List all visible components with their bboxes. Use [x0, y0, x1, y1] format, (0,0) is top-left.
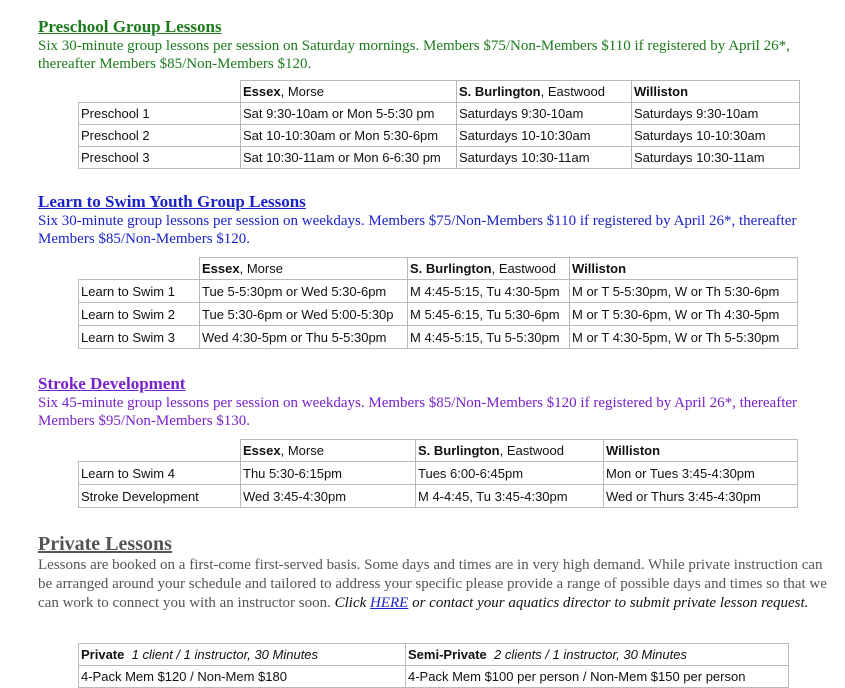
semi-private-header: Semi-Private 2 clients / 1 instructor, 30 Minutes	[406, 644, 789, 666]
here-link[interactable]: HERE	[370, 595, 409, 611]
row-label: Preschool 3	[79, 147, 241, 169]
stroke-title: Stroke Development	[38, 374, 186, 393]
table-row	[79, 326, 798, 349]
preschool-section	[38, 17, 828, 73]
preschool-title: Preschool Group Lessons	[38, 17, 222, 36]
header-williston: Williston	[604, 440, 798, 462]
table-cell: M 4:45-5:15, Tu 4:30-5pm	[408, 280, 570, 303]
table-cell: Saturdays 10-10:30am	[632, 125, 800, 147]
table-cell: Wed 3:45-4:30pm	[241, 485, 416, 508]
table-row	[79, 103, 800, 125]
row-label: Learn to Swim 4	[79, 462, 241, 485]
table-cell: Saturdays 10-10:30am	[457, 125, 632, 147]
table-header-row	[79, 258, 798, 280]
stroke-section	[38, 374, 828, 430]
header-williston: Williston	[570, 258, 798, 280]
learn-to-swim-title: Learn to Swim Youth Group Lessons	[38, 192, 306, 211]
table-cell: 4-Pack Mem $100 per person / Non-Mem $150 per person	[406, 666, 789, 688]
table-row	[79, 485, 798, 508]
table-cell: Tue 5-5:30pm or Wed 5:30-6pm	[200, 280, 408, 303]
header-sburlington: S. Burlington, Eastwood	[408, 258, 570, 280]
row-label: Learn to Swim 3	[79, 326, 200, 349]
table-header-row	[79, 81, 800, 103]
table-row	[79, 303, 798, 326]
stroke-description: Six 45-minute group lessons per session on weekdays. Members $85/Non-Members $120 if registered by April 26*, thereafter Members $95/Non-Members $130.	[38, 395, 798, 429]
preschool-table	[78, 80, 800, 169]
table-cell: Wed or Thurs 3:45-4:30pm	[604, 485, 798, 508]
header-sburlington: S. Burlington, Eastwood	[416, 440, 604, 462]
table-cell: Sat 10-10:30am or Mon 5:30-6pm	[241, 125, 457, 147]
table-cell: M or T 4:30-5pm, W or Th 5-5:30pm	[570, 326, 798, 349]
table-cell: Sat 10:30-11am or Mon 6-6:30 pm	[241, 147, 457, 169]
table-cell: Saturdays 9:30-10am	[632, 103, 800, 125]
header-sburlington: S. Burlington, Eastwood	[457, 81, 632, 103]
table-header-row	[79, 644, 789, 666]
stroke-table	[78, 439, 798, 508]
row-label: Preschool 2	[79, 125, 241, 147]
private-header: Private 1 client / 1 instructor, 30 Minutes	[79, 644, 406, 666]
table-cell: M or T 5:30-6pm, W or Th 4:30-5pm	[570, 303, 798, 326]
table-cell: 4-Pack Mem $120 / Non-Mem $180	[79, 666, 406, 688]
private-title: Private Lessons	[38, 533, 172, 555]
table-cell: Mon or Tues 3:45-4:30pm	[604, 462, 798, 485]
table-cell: Wed 4:30-5pm or Thu 5-5:30pm	[200, 326, 408, 349]
table-cell: Saturdays 10:30-11am	[632, 147, 800, 169]
private-section	[38, 532, 828, 613]
table-cell: Saturdays 10:30-11am	[457, 147, 632, 169]
row-label: Preschool 1	[79, 103, 241, 125]
header-essex: Essex, Morse	[241, 81, 457, 103]
table-row	[79, 666, 789, 688]
table-cell: Saturdays 9:30-10am	[457, 103, 632, 125]
table-row	[79, 147, 800, 169]
table-cell: M 4:45-5:15, Tu 5-5:30pm	[408, 326, 570, 349]
table-row	[79, 125, 800, 147]
table-cell: Tue 5:30-6pm or Wed 5:00-5:30p	[200, 303, 408, 326]
row-label: Learn to Swim 2	[79, 303, 200, 326]
learn-to-swim-section	[38, 192, 828, 248]
table-cell: Tues 6:00-6:45pm	[416, 462, 604, 485]
private-description: Lessons are booked on a first-come first-served basis. Some days and times are in very high demand. While private instruction can be arranged around your schedule and tailored to address your specific please provide a range of possible days and times so that we can work to connect you with an instructor soon. Click HERE or contact your aquatics director to submit private lesson request.	[38, 557, 827, 611]
learn-to-swim-description: Six 30-minute group lessons per session on weekdays. Members $75/Non-Members $110 if registered by April 26*, thereafter Members $85/Non-Members $120.	[38, 213, 797, 247]
table-row	[79, 280, 798, 303]
learn-to-swim-table	[78, 257, 798, 349]
table-cell: M or T 5-5:30pm, W or Th 5:30-6pm	[570, 280, 798, 303]
header-essex: Essex, Morse	[200, 258, 408, 280]
table-cell: Thu 5:30-6:15pm	[241, 462, 416, 485]
table-row	[79, 462, 798, 485]
header-essex: Essex, Morse	[241, 440, 416, 462]
row-label: Stroke Development	[79, 485, 241, 508]
preschool-description: Six 30-minute group lessons per session on Saturday mornings. Members $75/Non-Members $110 if registered by April 26*, thereafter Members $85/Non-Members $120.	[38, 38, 790, 72]
row-label: Learn to Swim 1	[79, 280, 200, 303]
table-cell: Sat 9:30-10am or Mon 5-5:30 pm	[241, 103, 457, 125]
table-cell: M 5:45-6:15, Tu 5:30-6pm	[408, 303, 570, 326]
header-williston: Williston	[632, 81, 800, 103]
private-table	[78, 643, 789, 688]
table-cell: M 4-4:45, Tu 3:45-4:30pm	[416, 485, 604, 508]
table-header-row	[79, 440, 798, 462]
